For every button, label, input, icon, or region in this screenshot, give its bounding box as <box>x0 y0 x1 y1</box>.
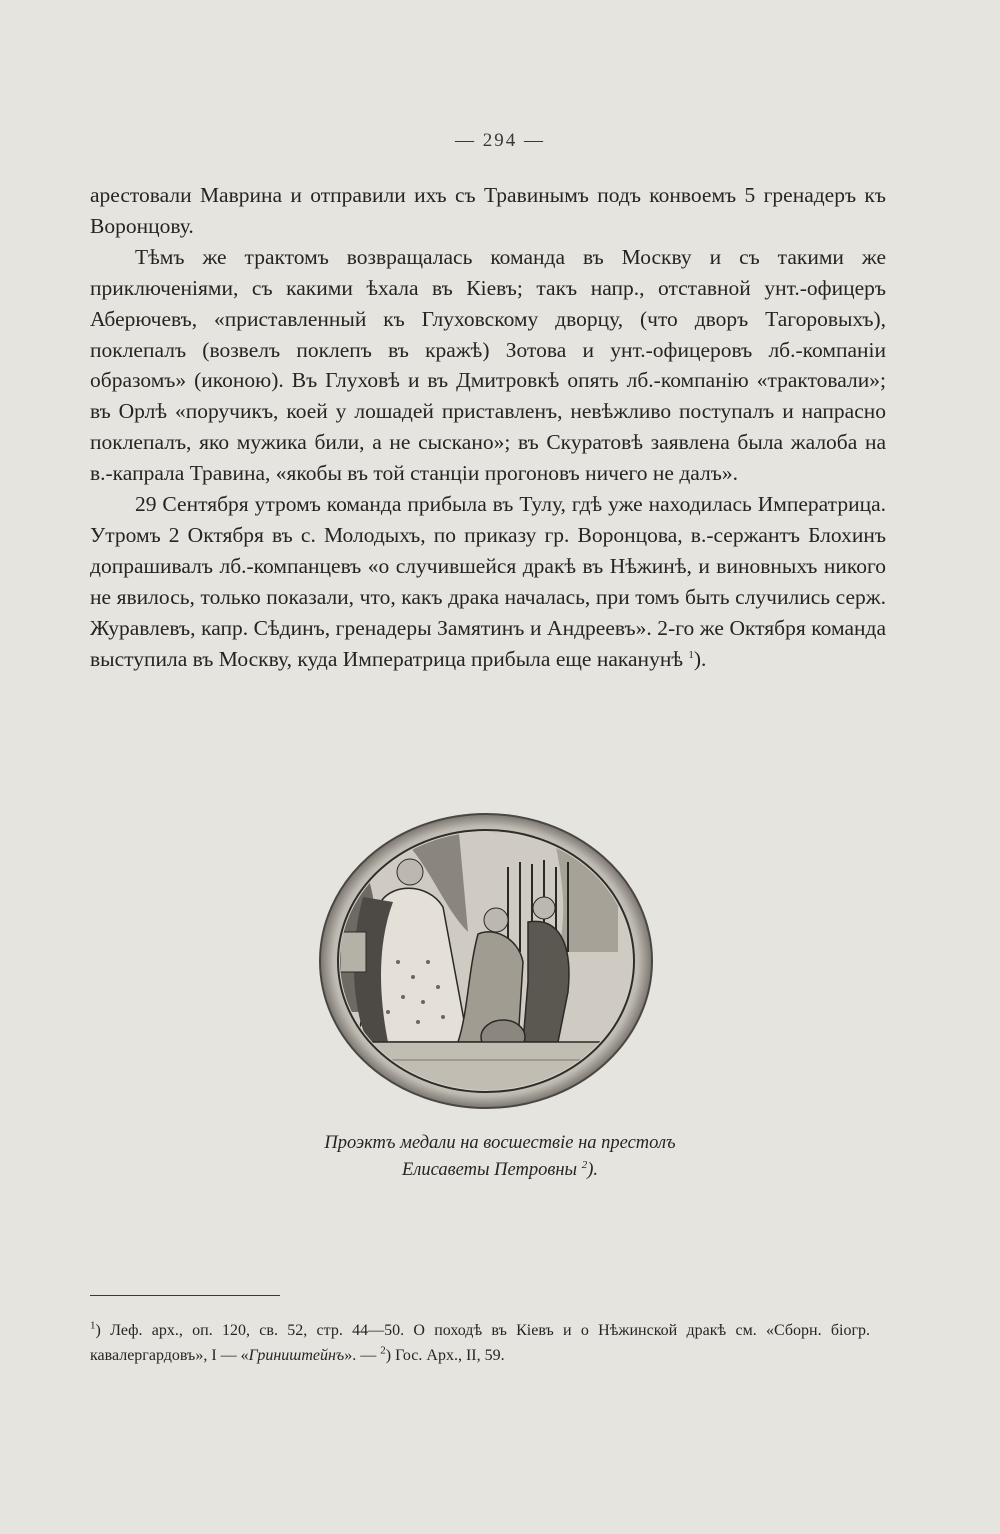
footnote-1-end: ». — <box>344 1347 381 1364</box>
footnotes <box>90 1318 870 1368</box>
footnote-italic: Гриништейнъ <box>248 1347 345 1364</box>
caption-line-2-end: ). <box>587 1160 598 1180</box>
caption-line-2-text: Елисаветы Петровны <box>402 1160 578 1180</box>
footnote-ref-2: 2 <box>581 1158 588 1171</box>
footnote-1-marker: 1 <box>90 1319 96 1332</box>
footnote-2-marker: 2 <box>380 1344 386 1357</box>
caption-line-1: Проэктъ медали на восшествіе на престолъ <box>324 1133 676 1153</box>
body-text <box>90 180 886 675</box>
caption-line-2 <box>0 1157 1000 1184</box>
footnote-2-text: ) Гос. Арх., II, 59. <box>385 1347 505 1364</box>
paragraph-2: Тѣмъ же трактомъ возвращалась команда въ Москву и съ такими же приключеніями, съ какими ѣхала въ Кіевъ; такъ напр., отставной унт.-офицеръ Аберючевъ, «приставленный къ Глуховскому дворцу, (что дворъ Тагоровыхъ), поклепалъ (возвелъ поклепъ въ кражѣ) Зотова и унт.-офицеровъ лб.-компаніи образомъ» (иконою). Въ Глуховѣ и въ Дмитровкѣ опять лб.-компанію «трактовали»; въ Орлѣ «поручикъ, коей у лошадей приставленъ, невѣжливо поступалъ и напрасно поклепалъ, яко мужика били, а не сыскано»; въ Скуратовѣ заявлена была жалоба на в.-капрала Травина, «якобы въ той станціи прогоновъ ничего не далъ». <box>90 244 886 486</box>
page-number: — 294 — <box>455 130 545 151</box>
footnote-ref-1: 1 <box>688 648 694 661</box>
medal-image <box>318 812 654 1110</box>
paragraph-3 <box>90 489 886 674</box>
paragraph-3-end: ). <box>693 646 707 671</box>
paragraph-1: арестовали Маврина и отправили ихъ съ Травинымъ подъ конвоемъ 5 гренадеръ къ Воронцову. <box>90 183 886 238</box>
footnote-divider <box>90 1295 280 1296</box>
footnote-1-text: ) Леф. арх., оп. 120, св. 52, стр. 44—50. О походѣ въ Кіевъ и о Нѣжинской дракѣ см. «Сборн. біогр. кавалергардовъ», I — « <box>90 1322 870 1364</box>
medal-illustration <box>318 812 654 1110</box>
figure-caption <box>0 1130 1000 1184</box>
paragraph-3-text: 29 Сентября утромъ команда прибыла въ Тулу, гдѣ уже находилась Императрица. Утромъ 2 Октября въ с. Молодыхъ, по приказу гр. Воронцова, в.-сержантъ Блохинъ допрашивалъ лб.-компанцевъ «о случившейся дракѣ въ Нѣжинѣ, и виновныхъ никого не явилось, только показали, что, какъ драка началась, при томъ быть случились серж. Журавлевъ, капр. Сѣдинъ, гренадеры Замятинъ и Андреевъ». 2-го же Октября команда выступила въ Москву, куда Императрица прибыла еще наканунѣ <box>90 492 886 671</box>
